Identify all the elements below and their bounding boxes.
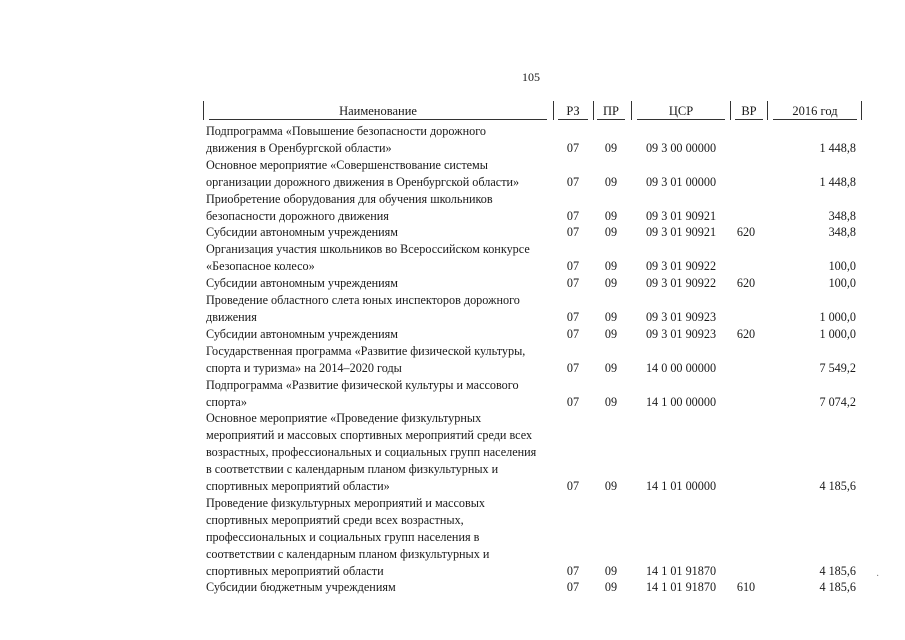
row-rz: 07 [566,563,580,578]
row-name: Основное мероприятие «Проведение физкультурных мероприятий и массовых спортивных мероприятий среди всех возрастных, профессиональных и социальных групп населения в соответствии с календарным планом физкультурных и спортивных мероприятий области» [206,411,537,494]
row-csr: 14 1 01 00000 [645,479,717,494]
row-amount: 4 185,6 [819,580,856,595]
row-pr: 09 [604,174,618,189]
header-divider [631,101,632,120]
table-row [203,275,863,292]
row-csr: 09 3 01 90921 [645,208,717,223]
row-pr: 09 [604,394,618,409]
row-csr: 09 3 01 90923 [645,309,717,324]
row-csr: 09 3 00 00000 [645,140,717,155]
row-pr: 09 [604,479,618,494]
table-row [203,410,863,495]
row-vr: 610 [736,580,756,595]
row-name: Подпрограмма «Развитие физической культуры и массового спорта» [206,377,519,409]
header-name: Наименование [209,103,547,120]
row-amount: 100,0 [828,276,856,291]
row-pr: 09 [604,208,618,223]
row-pr: 09 [604,326,618,341]
row-pr: 09 [604,140,618,155]
row-amount: 4 185,6 [819,479,856,494]
row-rz: 07 [566,174,580,189]
row-rz: 07 [566,580,580,595]
header-divider [553,101,554,120]
header-divider [730,101,731,120]
row-amount: 348,8 [828,208,856,223]
row-amount: 4 185,6 [819,563,856,578]
row-name: Субсидии автономным учреждениям [206,326,398,341]
scan-speck: · [876,571,880,582]
row-name: Приобретение оборудования для обучения школьников безопасности дорожного движения [206,191,493,223]
table-body [203,123,863,596]
row-csr: 09 3 01 90922 [645,276,717,291]
row-amount: 100,0 [828,259,856,274]
table-row [203,343,863,377]
table-row [203,224,863,241]
row-csr: 09 3 01 90923 [645,326,717,341]
row-rz: 07 [566,208,580,223]
row-vr: 620 [736,326,756,341]
table-row [203,377,863,411]
header-divider [593,101,594,120]
table-row [203,241,863,275]
header-year: 2016 год [773,103,857,120]
row-name: Субсидии бюджетным учреждениям [206,580,396,595]
row-csr: 14 1 01 91870 [645,563,717,578]
row-pr: 09 [604,563,618,578]
row-amount: 7 549,2 [819,360,856,375]
row-rz: 07 [566,394,580,409]
table-row [203,326,863,343]
row-rz: 07 [566,276,580,291]
page-number: 105 [522,70,540,84]
row-rz: 07 [566,225,580,240]
row-csr: 09 3 01 00000 [645,174,717,189]
row-pr: 09 [604,360,618,375]
row-amount: 1 448,8 [819,140,856,155]
row-amount: 348,8 [828,225,856,240]
row-pr: 09 [604,259,618,274]
row-name: Проведение областного слета юных инспекторов дорожного движения [206,293,520,324]
row-amount: 1 448,8 [819,174,856,189]
row-vr: 620 [736,225,756,240]
row-amount: 7 074,2 [819,394,856,409]
table-row [203,579,863,596]
row-name: Организация участия школьников во Всероссийском конкурсе «Безопасное колесо» [206,242,530,274]
header-divider [861,101,862,120]
row-rz: 07 [566,360,580,375]
table-row [203,292,863,326]
header-vr: ВР [735,103,763,120]
header-divider [767,101,768,120]
row-csr: 09 3 01 90922 [645,259,717,274]
header-csr: ЦСР [637,103,725,120]
row-csr: 14 0 00 00000 [645,360,717,375]
row-name: Субсидии автономным учреждениям [206,276,398,291]
row-csr: 09 3 01 90921 [645,225,717,240]
table-header [203,100,863,122]
row-name: Субсидии автономным учреждениям [206,225,398,240]
row-amount: 1 000,0 [819,309,856,324]
table-row [203,123,863,157]
header-pr: ПР [597,103,625,120]
row-name: Подпрограмма «Повышение безопасности дорожного движения в Оренбургской области» [206,124,486,155]
row-csr: 14 1 00 00000 [645,394,717,409]
header-divider [203,101,204,120]
row-rz: 07 [566,326,580,341]
row-amount: 1 000,0 [819,326,856,341]
row-rz: 07 [566,309,580,324]
row-rz: 07 [566,479,580,494]
row-rz: 07 [566,140,580,155]
row-pr: 09 [604,580,618,595]
table-row [203,495,863,580]
budget-table [203,100,863,596]
row-csr: 14 1 01 91870 [645,580,717,595]
row-name: Государственная программа «Развитие физической культуры, спорта и туризма» на 2014–2020 годы [206,343,526,375]
row-pr: 09 [604,225,618,240]
table-row [203,157,863,191]
row-pr: 09 [604,309,618,324]
table-row [203,191,863,225]
row-pr: 09 [604,276,618,291]
row-rz: 07 [566,259,580,274]
header-rz: РЗ [558,103,588,120]
row-name: Проведение физкультурных мероприятий и массовых спортивных мероприятий среди всех возрастных, профессиональных и социальных групп населения в соответствии с календарным планом физкультурных и спортивных мероприятий области [206,495,490,578]
row-vr: 620 [736,276,756,291]
row-name: Основное мероприятие «Совершенствование системы организации дорожного движения в Оренбургской области» [206,157,520,189]
